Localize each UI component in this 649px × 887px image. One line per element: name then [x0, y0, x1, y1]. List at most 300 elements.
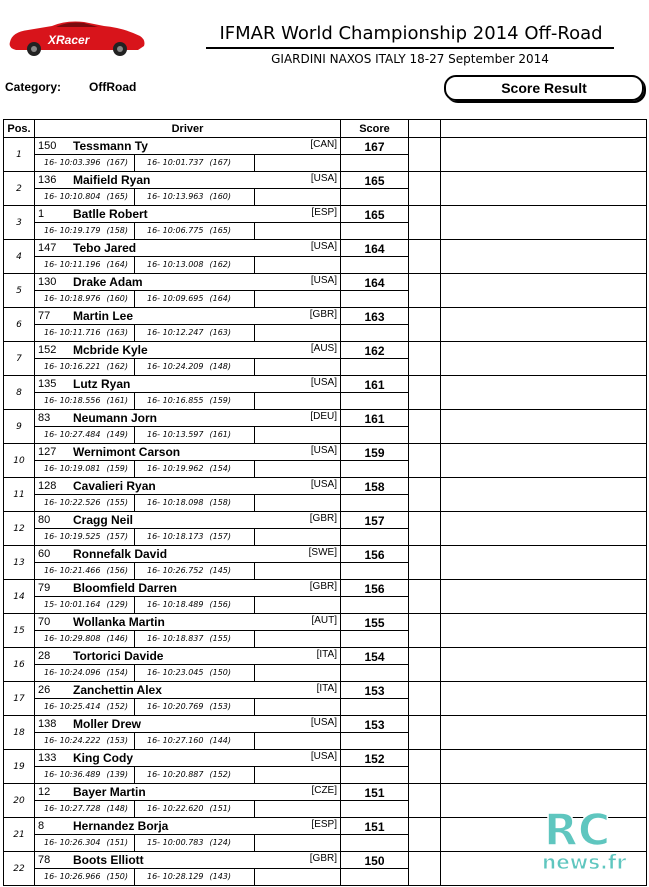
row-position: 9 — [4, 410, 35, 444]
car-number: 80 — [38, 514, 51, 526]
driver-name: Tortorici Davide — [73, 649, 164, 663]
row-blank-cell-1 — [409, 410, 441, 444]
car-number: 128 — [38, 480, 57, 492]
score-blank — [341, 495, 408, 511]
row-driver-cell — [35, 512, 341, 546]
driver-name: King Cody — [73, 751, 133, 765]
qualifier-1-time: 16- 10:18.556 — [44, 396, 101, 405]
driver-score: 157 — [341, 512, 408, 529]
row-blank-cell-1 — [409, 138, 441, 172]
driver-nationality: [GBR] — [309, 309, 337, 320]
driver-name: Lutz Ryan — [73, 377, 131, 391]
row-position: 14 — [4, 580, 35, 614]
qualifier-1-points: (162) — [106, 362, 128, 371]
category-value: OffRoad — [89, 80, 137, 94]
row-position: 12 — [4, 512, 35, 546]
row-score-cell — [341, 138, 409, 172]
row-score-cell — [341, 648, 409, 682]
qualifier-1-points: (159) — [106, 464, 128, 473]
row-blank-cell-2 — [441, 478, 647, 512]
category-label: Category: — [5, 80, 62, 94]
row-blank-cell-1 — [409, 682, 441, 716]
row-position: 15 — [4, 614, 35, 648]
driver-score: 156 — [341, 580, 408, 597]
driver-score: 161 — [341, 410, 408, 427]
qualifier-result-1 — [35, 869, 135, 885]
row-blank-cell-1 — [409, 852, 441, 886]
qualifier-2-time: 16- 10:20.769 — [147, 702, 204, 711]
row-driver-cell — [35, 206, 341, 240]
row-position: 2 — [4, 172, 35, 206]
driver-nationality: [ESP] — [311, 207, 337, 218]
qualifier-2-points: (163) — [209, 328, 231, 337]
qualifier-1-time: 16- 10:11.196 — [44, 260, 101, 269]
qualifier-1-time: 15- 10:01.164 — [44, 600, 101, 609]
row-position: 10 — [4, 444, 35, 478]
car-number: 152 — [38, 344, 57, 356]
row-blank-cell-2 — [441, 376, 647, 410]
qualifier-result-2 — [135, 801, 255, 817]
qualifier-result-1 — [35, 495, 135, 511]
qualifier-1-time: 16- 10:19.179 — [44, 226, 101, 235]
row-driver-cell — [35, 648, 341, 682]
row-driver-cell — [35, 274, 341, 308]
row-driver-cell — [35, 580, 341, 614]
qualifier-result-2 — [135, 189, 255, 205]
qualifier-1-time: 16- 10:24.096 — [44, 668, 101, 677]
driver-name: Drake Adam — [73, 275, 143, 289]
row-driver-cell — [35, 750, 341, 784]
row-blank-cell-1 — [409, 614, 441, 648]
driver-name: Ronnefalk David — [73, 547, 168, 561]
row-driver-cell — [35, 308, 341, 342]
row-driver-cell — [35, 852, 341, 886]
qualifier-1-points: (154) — [106, 668, 128, 677]
qualifier-1-points: (164) — [106, 260, 128, 269]
qualifier-1-points: (163) — [106, 328, 128, 337]
row-blank-cell-2 — [441, 240, 647, 274]
driver-name: Cavalieri Ryan — [73, 479, 156, 493]
driver-nationality: [GBR] — [309, 853, 337, 864]
qualifier-result-1 — [35, 461, 135, 477]
qualifier-result-1 — [35, 393, 135, 409]
driver-name: Boots Elliott — [73, 853, 144, 867]
row-blank-cell-1 — [409, 172, 441, 206]
driver-name: Tessmann Ty — [73, 139, 148, 153]
row-score-cell — [341, 784, 409, 818]
qualifier-result-1 — [35, 257, 135, 273]
qualifier-1-points: (165) — [106, 192, 128, 201]
qualifier-result-2 — [135, 597, 255, 613]
driver-nationality: [USA] — [310, 751, 337, 762]
score-blank — [341, 393, 408, 409]
table-row — [4, 274, 647, 308]
row-position: 19 — [4, 750, 35, 784]
row-blank-cell-2 — [441, 614, 647, 648]
driver-name: Batlle Robert — [73, 207, 148, 221]
qualifier-1-time: 16- 10:03.396 — [44, 158, 101, 167]
row-position: 21 — [4, 818, 35, 852]
row-blank-cell-2 — [441, 274, 647, 308]
car-number: 28 — [38, 650, 51, 662]
qualifier-1-points: (148) — [106, 804, 128, 813]
col-header-blank-1 — [409, 120, 441, 138]
row-blank-cell-1 — [409, 444, 441, 478]
table-header-row — [4, 120, 647, 138]
row-position: 20 — [4, 784, 35, 818]
row-score-cell — [341, 410, 409, 444]
driver-score: 154 — [341, 648, 408, 665]
qualifier-1-points: (150) — [106, 872, 128, 881]
score-blank — [341, 869, 408, 885]
row-score-cell — [341, 172, 409, 206]
qualifier-2-time: 16- 10:22.620 — [147, 804, 204, 813]
qualifier-result-1 — [35, 291, 135, 307]
qualifier-2-time: 16- 10:01.737 — [147, 158, 204, 167]
car-number: 83 — [38, 412, 51, 424]
qualifier-2-points: (148) — [209, 362, 231, 371]
qualifier-result-2 — [135, 427, 255, 443]
driver-nationality: [USA] — [310, 241, 337, 252]
driver-name: Zanchettin Alex — [73, 683, 162, 697]
driver-name: Tebo Jared — [73, 241, 137, 255]
car-number: 78 — [38, 854, 51, 866]
row-blank-cell-1 — [409, 376, 441, 410]
row-blank-cell-1 — [409, 546, 441, 580]
page-title: IFMAR World Championship 2014 Off-Road — [219, 23, 603, 44]
qualifier-1-time: 16- 10:24.222 — [44, 736, 101, 745]
table-row — [4, 546, 647, 580]
row-score-cell — [341, 750, 409, 784]
table-row — [4, 444, 647, 478]
driver-score: 161 — [341, 376, 408, 393]
car-number: 60 — [38, 548, 51, 560]
row-blank-cell-2 — [441, 648, 647, 682]
qualifier-2-time: 16- 10:13.597 — [147, 430, 204, 439]
watermark-rc-text: RC — [544, 805, 611, 856]
row-blank-cell-2 — [441, 206, 647, 240]
score-blank — [341, 597, 408, 613]
row-position: 18 — [4, 716, 35, 750]
table-row — [4, 614, 647, 648]
qualifier-2-points: (154) — [209, 464, 231, 473]
qualifier-2-time: 16- 10:16.855 — [147, 396, 204, 405]
qualifier-2-time: 15- 10:00.783 — [147, 838, 204, 847]
col-header-blank-2 — [441, 120, 647, 138]
row-position: 13 — [4, 546, 35, 580]
row-score-cell — [341, 682, 409, 716]
title-underline — [206, 47, 614, 49]
qualifier-result-1 — [35, 767, 135, 783]
qualifier-result-1 — [35, 699, 135, 715]
qualifier-2-time: 16- 10:13.008 — [147, 260, 204, 269]
qualifier-2-points: (155) — [209, 634, 231, 643]
driver-nationality: [CZE] — [311, 785, 337, 796]
qualifier-1-time: 16- 10:19.081 — [44, 464, 101, 473]
qualifier-2-points: (151) — [209, 804, 231, 813]
row-blank-cell-2 — [441, 308, 647, 342]
row-blank-cell-2 — [441, 512, 647, 546]
qualifier-result-1 — [35, 359, 135, 375]
table-row — [4, 512, 647, 546]
qualifier-2-points: (144) — [209, 736, 231, 745]
row-score-cell — [341, 274, 409, 308]
qualifier-2-time: 16- 10:20.887 — [147, 770, 204, 779]
score-blank — [341, 461, 408, 477]
driver-nationality: [USA] — [310, 717, 337, 728]
qualifier-2-time: 16- 10:18.489 — [147, 600, 204, 609]
qualifier-2-points: (161) — [209, 430, 231, 439]
col-header-driver: Driver — [35, 120, 341, 138]
qualifier-1-points: (149) — [106, 430, 128, 439]
qualifier-1-time: 16- 10:27.728 — [44, 804, 101, 813]
driver-nationality: [ITA] — [316, 649, 337, 660]
watermark-news-text: news.fr — [542, 850, 627, 874]
driver-score: 164 — [341, 240, 408, 257]
row-score-cell — [341, 580, 409, 614]
qualifier-2-time: 16- 10:18.098 — [147, 498, 204, 507]
qualifier-result-2 — [135, 563, 255, 579]
car-number: 130 — [38, 276, 57, 288]
driver-nationality: [USA] — [310, 173, 337, 184]
qualifier-1-time: 16- 10:26.966 — [44, 872, 101, 881]
row-position: 1 — [4, 138, 35, 172]
table-row — [4, 376, 647, 410]
qualifier-1-time: 16- 10:10.804 — [44, 192, 101, 201]
row-blank-cell-1 — [409, 580, 441, 614]
car-number: 12 — [38, 786, 51, 798]
row-driver-cell — [35, 172, 341, 206]
qualifier-result-2 — [135, 631, 255, 647]
qualifier-2-time: 16- 10:19.962 — [147, 464, 204, 473]
driver-name: Wernimont Carson — [73, 445, 181, 459]
row-blank-cell-2 — [441, 750, 647, 784]
car-number: 147 — [38, 242, 57, 254]
driver-score: 152 — [341, 750, 408, 767]
car-number: 150 — [38, 140, 57, 152]
qualifier-result-1 — [35, 665, 135, 681]
row-driver-cell — [35, 546, 341, 580]
qualifier-1-points: (167) — [106, 158, 128, 167]
qualifier-2-points: (156) — [209, 600, 231, 609]
row-position: 3 — [4, 206, 35, 240]
driver-name: Bayer Martin — [73, 785, 146, 799]
driver-nationality: [AUS] — [310, 343, 337, 354]
score-blank — [341, 223, 408, 239]
driver-name: Martin Lee — [73, 309, 134, 323]
table-row — [4, 240, 647, 274]
score-blank — [341, 189, 408, 205]
qualifier-2-time: 16- 10:13.963 — [147, 192, 204, 201]
qualifier-1-points: (157) — [106, 532, 128, 541]
qualifier-result-2 — [135, 325, 255, 341]
score-blank — [341, 257, 408, 273]
row-driver-cell — [35, 784, 341, 818]
row-blank-cell-1 — [409, 716, 441, 750]
row-driver-cell — [35, 716, 341, 750]
score-blank — [341, 291, 408, 307]
qualifier-2-points: (159) — [209, 396, 231, 405]
row-driver-cell — [35, 410, 341, 444]
qualifier-result-2 — [135, 529, 255, 545]
driver-score: 153 — [341, 682, 408, 699]
driver-name: Hernandez Borja — [73, 819, 169, 833]
row-position: 7 — [4, 342, 35, 376]
qualifier-result-2 — [135, 733, 255, 749]
row-blank-cell-2 — [441, 546, 647, 580]
qualifier-2-points: (157) — [209, 532, 231, 541]
table-row — [4, 206, 647, 240]
page-subtitle: GIARDINI NAXOS ITALY 18-27 September 2014 — [271, 52, 549, 66]
table-row — [4, 138, 647, 172]
row-driver-cell — [35, 682, 341, 716]
qualifier-1-time: 16- 10:21.466 — [44, 566, 101, 575]
row-blank-cell-2 — [441, 172, 647, 206]
car-number: 8 — [38, 820, 45, 832]
qualifier-2-time: 16- 10:18.837 — [147, 634, 204, 643]
qualifier-result-1 — [35, 801, 135, 817]
qualifier-result-2 — [135, 835, 255, 851]
driver-nationality: [CAN] — [310, 139, 337, 150]
table-row — [4, 716, 647, 750]
car-number: 127 — [38, 446, 57, 458]
driver-nationality: [USA] — [310, 275, 337, 286]
row-driver-cell — [35, 240, 341, 274]
qualifier-1-points: (139) — [106, 770, 128, 779]
qualifier-result-1 — [35, 563, 135, 579]
driver-nationality: [GBR] — [309, 513, 337, 524]
qualifier-2-points: (158) — [209, 498, 231, 507]
driver-name: Mcbride Kyle — [73, 343, 148, 357]
row-blank-cell-2 — [441, 342, 647, 376]
score-blank — [341, 325, 408, 341]
driver-score: 151 — [341, 784, 408, 801]
table-row — [4, 478, 647, 512]
qualifier-result-2 — [135, 223, 255, 239]
qualifier-result-2 — [135, 291, 255, 307]
table-row — [4, 682, 647, 716]
row-score-cell — [341, 308, 409, 342]
score-blank — [341, 699, 408, 715]
row-position: 16 — [4, 648, 35, 682]
qualifier-2-points: (150) — [209, 668, 231, 677]
logo-text: XRacer — [48, 33, 90, 47]
driver-score: 167 — [341, 138, 408, 155]
qualifier-result-2 — [135, 869, 255, 885]
qualifier-1-time: 16- 10:16.221 — [44, 362, 101, 371]
row-score-cell — [341, 206, 409, 240]
qualifier-1-points: (158) — [106, 226, 128, 235]
score-blank — [341, 631, 408, 647]
table-row — [4, 750, 647, 784]
row-blank-cell-2 — [441, 444, 647, 478]
table-row — [4, 172, 647, 206]
row-blank-cell-1 — [409, 240, 441, 274]
qualifier-1-points: (153) — [106, 736, 128, 745]
score-blank — [341, 767, 408, 783]
score-blank — [341, 359, 408, 375]
score-result-box: Score Result — [444, 75, 644, 101]
qualifier-result-2 — [135, 461, 255, 477]
rcnews-watermark — [538, 803, 636, 877]
table-row — [4, 410, 647, 444]
row-blank-cell-2 — [441, 580, 647, 614]
driver-score: 155 — [341, 614, 408, 631]
qualifier-1-points: (146) — [106, 634, 128, 643]
qualifier-2-points: (152) — [209, 770, 231, 779]
qualifier-2-points: (164) — [209, 294, 231, 303]
row-blank-cell-1 — [409, 512, 441, 546]
row-position: 5 — [4, 274, 35, 308]
score-blank — [341, 155, 408, 171]
qualifier-result-1 — [35, 223, 135, 239]
driver-score: 163 — [341, 308, 408, 325]
driver-nationality: [GBR] — [309, 581, 337, 592]
car-number: 135 — [38, 378, 57, 390]
row-position: 22 — [4, 852, 35, 886]
row-driver-cell — [35, 818, 341, 852]
score-blank — [341, 801, 408, 817]
results-table — [3, 119, 647, 886]
qualifier-1-time: 16- 10:11.716 — [44, 328, 101, 337]
col-header-pos: Pos. — [4, 120, 35, 138]
qualifier-result-1 — [35, 733, 135, 749]
row-blank-cell-1 — [409, 784, 441, 818]
qualifier-result-1 — [35, 529, 135, 545]
qualifier-2-time: 16- 10:26.752 — [147, 566, 204, 575]
row-blank-cell-1 — [409, 648, 441, 682]
score-blank — [341, 733, 408, 749]
row-position: 11 — [4, 478, 35, 512]
row-score-cell — [341, 614, 409, 648]
qualifier-result-1 — [35, 597, 135, 613]
xracer-logo — [6, 14, 148, 58]
qualifier-result-1 — [35, 155, 135, 171]
qualifier-2-time: 16- 10:12.247 — [147, 328, 204, 337]
driver-nationality: [DEU] — [310, 411, 337, 422]
driver-name: Maifield Ryan — [73, 173, 151, 187]
row-blank-cell-1 — [409, 750, 441, 784]
score-blank — [341, 427, 408, 443]
driver-score: 153 — [341, 716, 408, 733]
row-blank-cell-1 — [409, 206, 441, 240]
row-blank-cell-1 — [409, 308, 441, 342]
score-blank — [341, 835, 408, 851]
qualifier-1-time: 16- 10:18.976 — [44, 294, 101, 303]
row-blank-cell-2 — [441, 682, 647, 716]
driver-score: 165 — [341, 172, 408, 189]
row-score-cell — [341, 818, 409, 852]
qualifier-2-points: (153) — [209, 702, 231, 711]
row-position: 6 — [4, 308, 35, 342]
driver-name: Neumann Jorn — [73, 411, 158, 425]
driver-score: 158 — [341, 478, 408, 495]
row-score-cell — [341, 716, 409, 750]
qualifier-result-1 — [35, 427, 135, 443]
score-blank — [341, 665, 408, 681]
qualifier-1-time: 16- 10:27.484 — [44, 430, 101, 439]
qualifier-1-points: (129) — [106, 600, 128, 609]
row-blank-cell-2 — [441, 410, 647, 444]
row-score-cell — [341, 342, 409, 376]
driver-nationality: [SWE] — [308, 547, 337, 558]
driver-score: 165 — [341, 206, 408, 223]
qualifier-2-time: 16- 10:06.775 — [147, 226, 204, 235]
table-row — [4, 580, 647, 614]
row-driver-cell — [35, 614, 341, 648]
qualifier-result-2 — [135, 393, 255, 409]
qualifier-1-points: (161) — [106, 396, 128, 405]
